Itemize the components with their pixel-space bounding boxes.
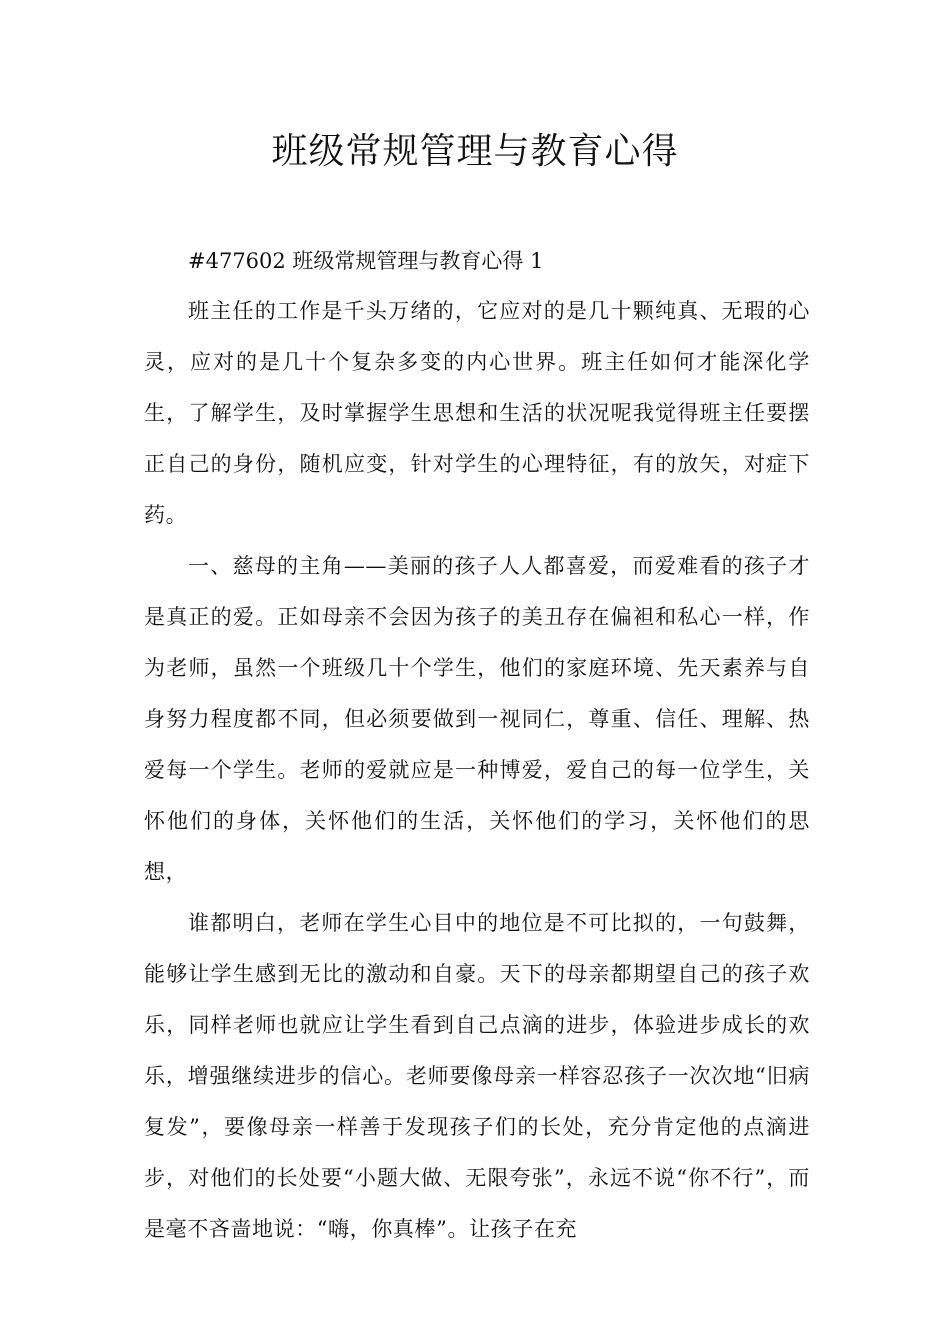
document-title: 班级常规管理与教育心得 — [271, 131, 679, 172]
paragraph-3: 谁都明白，老师在学生心目中的地位是不可比拟的，一句鼓舞，能够让学生感到无比的激动和自豪。天下的母亲都期望自己的孩子欢乐，同样老师也就应让学生看到自己点滴的进步，体验进步成长的欢乐，增强继续进步的信心。老师要像母亲一样容忍孩子一次次地“旧病复发”，要像母亲一样善于发现孩子们的长处，充分肯定他的点滴进步，对他们的长处要“小题大做、无限夸张”，永远不说“你不行”，而是毫不吝啬地说：“嗨，你真棒”。让孩子在充 — [144, 911, 810, 1241]
document-body — [144, 236, 810, 1255]
document-subtitle: #477602 班级常规管理与教育心得 1 — [188, 249, 544, 273]
paragraph-1: 班主任的工作是千头万绪的，它应对的是几十颗纯真、无瑕的心灵，应对的是几十个复杂多变的内心世界。班主任如何才能深化学生，了解学生，及时掌握学生思想和生活的状况呢我觉得班主任要摆正自己的身份，随机应变，针对学生的心理特征，有的放矢，对症下药。 — [144, 299, 810, 527]
paragraph-2: 一、慈母的主角——美丽的孩子人人都喜爱，而爱难看的孩子才是真正的爱。正如母亲不会因为孩子的美丑存在偏袒和私心一样，作为老师，虽然一个班级几十个学生，他们的家庭环境、先天素养与自身努力程度都不同，但必须要做到一视同仁，尊重、信任、理解、热爱每一个学生。老师的爱就应是一种博爱，爱自己的每一位学生，关怀他们的身体，关怀他们的生活，关怀他们的学习，关怀他们的思想， — [144, 554, 810, 884]
